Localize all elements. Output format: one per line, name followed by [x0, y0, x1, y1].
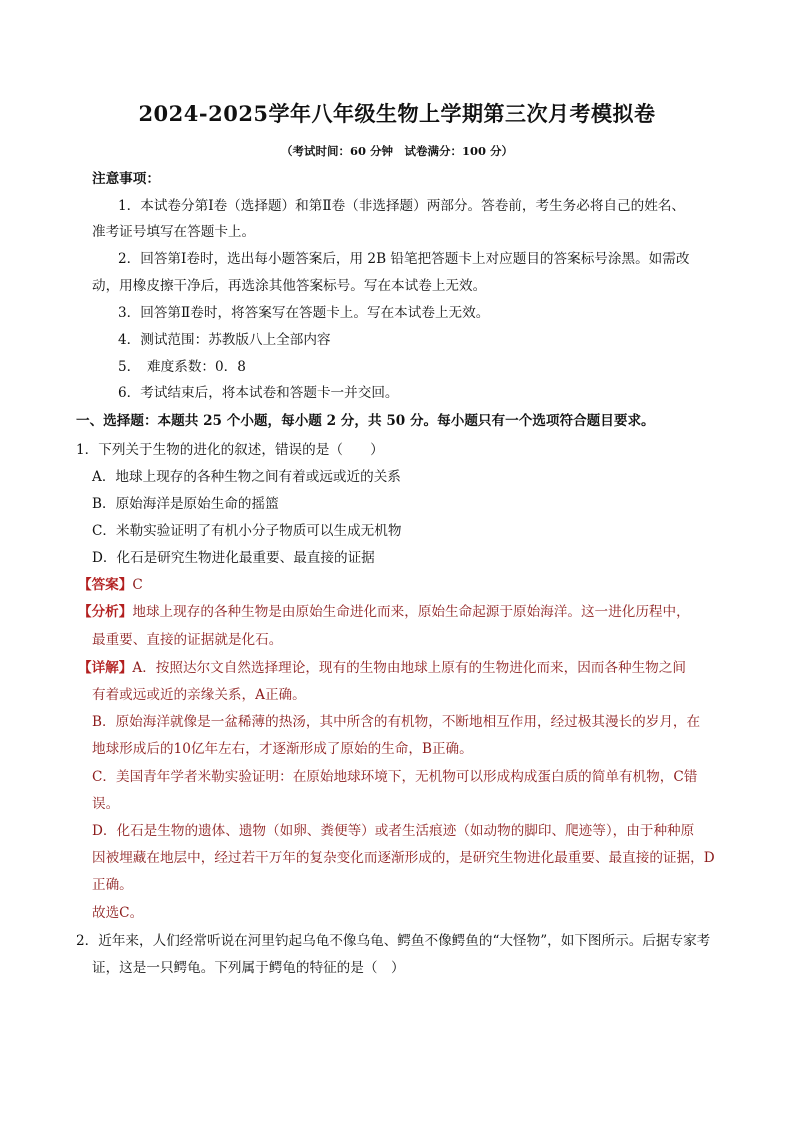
option-c: C．米勒实验证明了有机小分子物质可以生成无机物 — [92, 523, 402, 539]
option-d: D．化石是研究生物进化最重要、最直接的证据 — [92, 550, 375, 566]
option-a: A．地球上现存的各种生物之间有着或远或近的关系 — [92, 469, 401, 485]
analysis-text: 地球上现存的各种生物是由原始生命进化而来，原始生命起源于原始海洋。这一进化历程中， — [132, 604, 690, 620]
detail-line — [78, 659, 686, 677]
notice-item: 动，用橡皮擦干净后，再选涂其他答案标号。写在本试卷上无效。 — [92, 278, 487, 294]
detail-text: 故选C。 — [92, 905, 144, 921]
detail-text: B．原始海洋就像是一盆稀薄的热汤，其中所含的有机物，不断地相互作用，经过极其漫长的岁月，在 — [92, 714, 701, 730]
notice-item: 5． 难度系数：0．8 — [118, 359, 246, 375]
notice-heading: 注意事项： — [92, 171, 160, 187]
detail-text: C．美国青年学者米勒实验证明：在原始地球环境下，无机物可以形成构成蛋白质的简单有机物，C错 — [92, 769, 698, 785]
notice-item: 6．考试结束后，将本试卷和答题卡一并交回。 — [118, 385, 399, 401]
exam-info: （考试时间：60 分钟 试卷满分：100 分） — [280, 144, 513, 158]
page-title: 2024-2025学年八年级生物上学期第三次月考模拟卷 — [138, 101, 656, 126]
detail-text: 有着或远或近的亲缘关系，A正确。 — [92, 687, 306, 703]
answer-label: 【答案】 — [78, 577, 133, 593]
option-b: B．原始海洋是原始生命的摇篮 — [92, 496, 279, 512]
notice-item: 4．测试范围：苏教版八上全部内容 — [118, 332, 331, 348]
detail-text: 因被埋藏在地层中，经过若干万年的复杂变化而逐渐形成的，是研究生物进化最重要、最直接的证据，D — [92, 850, 715, 866]
detail-text: 正确。 — [92, 877, 133, 893]
section-heading: 一、选择题：本题共 25 个小题，每小题 2 分，共 50 分。每小题只有一个选项符合题目要求。 — [76, 413, 655, 429]
question-stem: 2．近年来，人们经常听说在河里钓起乌龟不像乌龟、鳄鱼不像鳄鱼的“大怪物”，如下图所示。后据专家考 — [76, 933, 711, 949]
analysis-line — [78, 603, 690, 621]
answer-value: C — [132, 577, 143, 593]
detail-text: 误。 — [92, 796, 120, 812]
analysis-text: 最重要、直接的证据就是化石。 — [92, 632, 283, 648]
notice-item: 1．本试卷分第Ⅰ卷（选择题）和第Ⅱ卷（非选择题）两部分。答卷前，考生务必将自己的姓名、 — [118, 198, 686, 214]
detail-label: 【详解】 — [78, 660, 133, 676]
detail-text: D．化石是生物的遗体、遗物（如卵、粪便等）或者生活痕迹（如动物的脚印、爬迹等），由于种种原 — [92, 823, 695, 839]
analysis-label: 【分析】 — [78, 604, 133, 620]
detail-text: A．按照达尔文自然选择理论，现有的生物由地球上原有的生物进化而来，因而各种生物之间 — [132, 660, 686, 676]
notice-item: 3．回答第Ⅱ卷时，将答案写在答题卡上。写在本试卷上无效。 — [118, 305, 490, 321]
answer-line — [78, 576, 143, 594]
question-stem: 证，这是一只鳄龟。下列属于鳄龟的特征的是（ ） — [92, 960, 405, 976]
notice-item: 2．回答第Ⅰ卷时，选出每小题答案后，用 2B 铅笔把答题卡上对应题目的答案标号涂黑。如需改 — [118, 251, 690, 267]
detail-text: 地球形成后的10亿年左右，才逐渐形成了原始的生命，B正确。 — [92, 741, 473, 757]
notice-item: 准考证号填写在答题卡上。 — [92, 224, 256, 240]
question-stem: 1．下列关于生物的进化的叙述，错误的是（ ） — [76, 442, 384, 458]
